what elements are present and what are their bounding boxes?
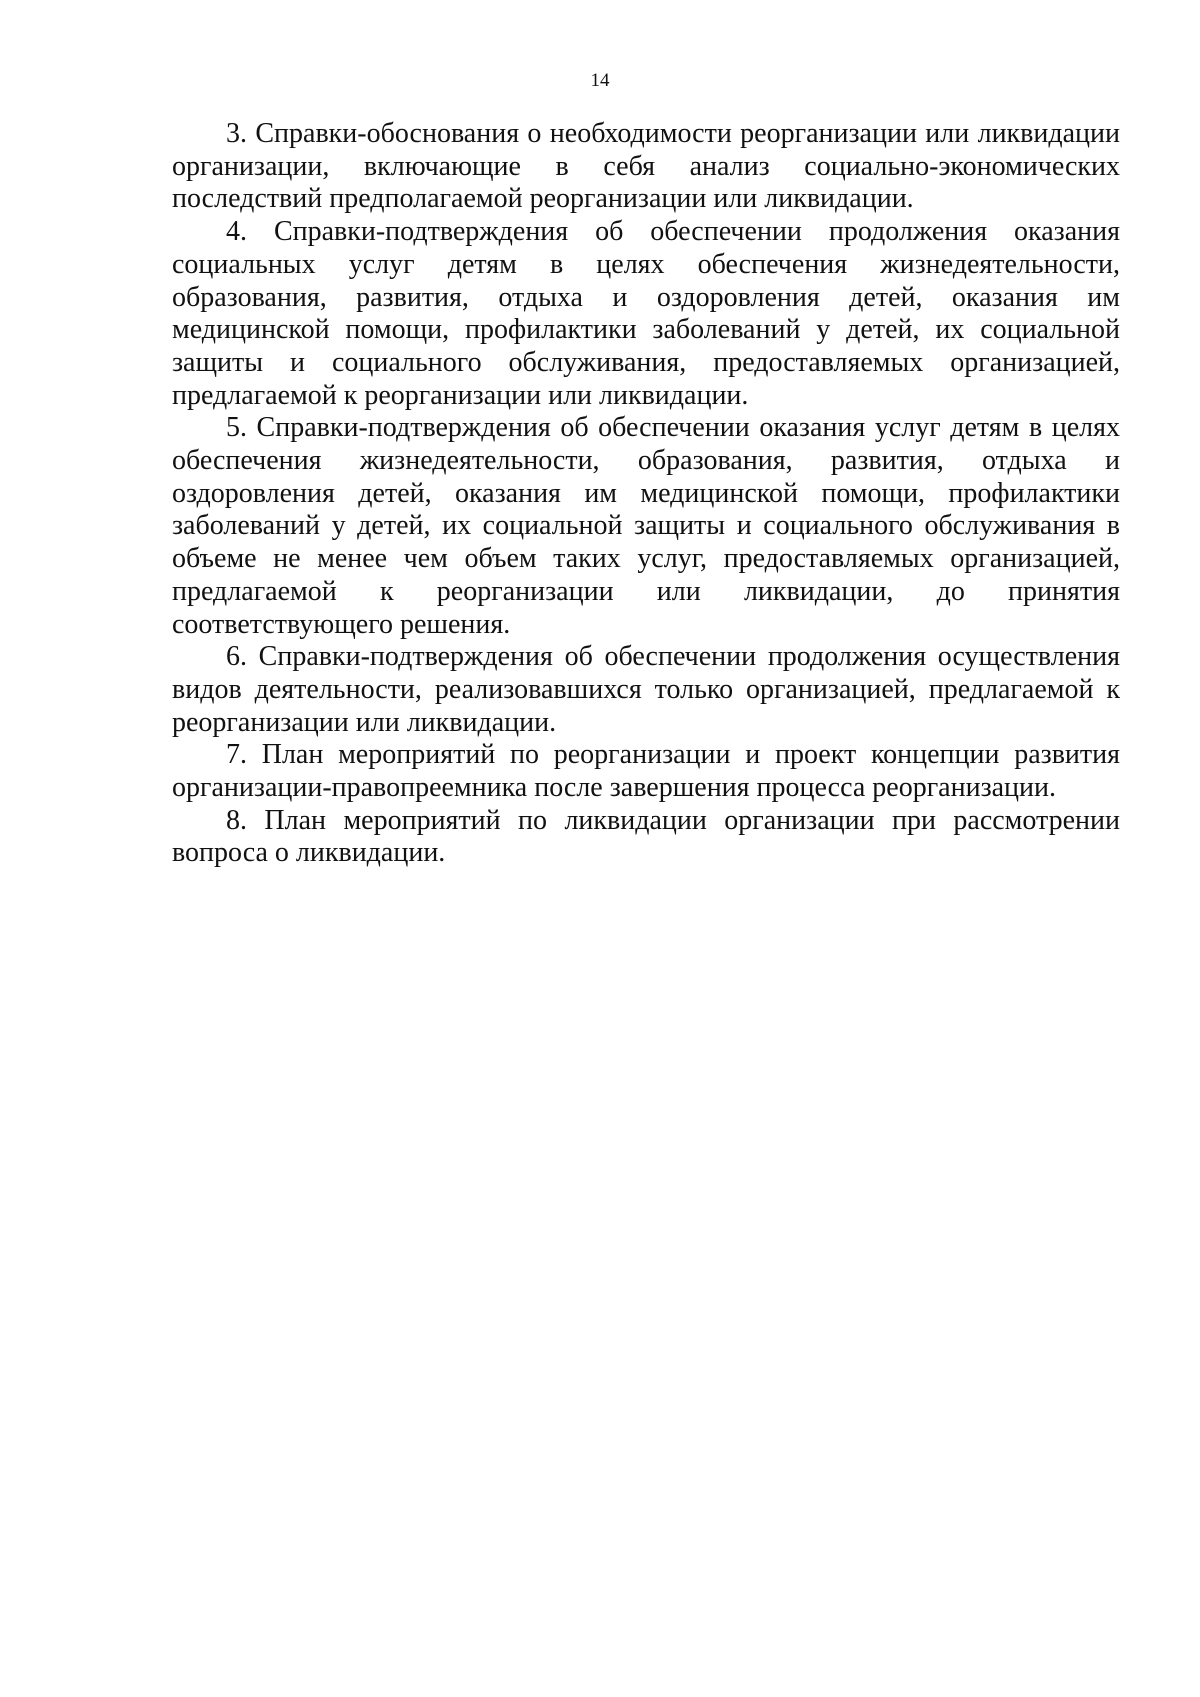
page-number: 14 (590, 70, 610, 91)
paragraph-item-4: 4. Справки-подтверждения об обеспечении продолжения оказания социальных услуг детям в целях обеспечения жизнедеятельности, образования, развития, отдыха и оздоровления детей, оказания им медицинской помощи, профилактики заболеваний у детей, их социальной защиты и социального обслуживания, предоставляемых организацией, предлагаемой к реорганизации или ликвидации. (172, 216, 1120, 411)
paragraph-item-8: 8. План мероприятий по ликвидации организации при рассмотрении вопроса о ликвидации. (172, 804, 1120, 869)
document-body (172, 118, 1120, 870)
paragraph-item-5: 5. Справки-подтверждения об обеспечении оказания услуг детям в целях обеспечения жизнедеятельности, образования, развития, отдыха и оздоровления детей, оказания им медицинской помощи, профилактики заболеваний у детей, их социальной защиты и социального обслуживания в объеме не менее чем объем таких услуг, предоставляемых организацией, предлагаемой к реорганизации или ликвидации, до принятия соответствующего решения. (172, 412, 1120, 640)
paragraph-item-6: 6. Справки-подтверждения об обеспечении продолжения осуществления видов деятельности, реализовавшихся только организацией, предлагаемой к реорганизации или ликвидации. (172, 641, 1120, 738)
paragraph-item-3: 3. Справки-обоснования о необходимости реорганизации или ликвидации организации, включающие в себя анализ социально-экономических последствий предполагаемой реорганизации или ликвидации. (172, 118, 1120, 215)
paragraph-item-7: 7. План мероприятий по реорганизации и проект концепции развития организации-правопреемника после завершения процесса реорганизации. (172, 739, 1120, 804)
